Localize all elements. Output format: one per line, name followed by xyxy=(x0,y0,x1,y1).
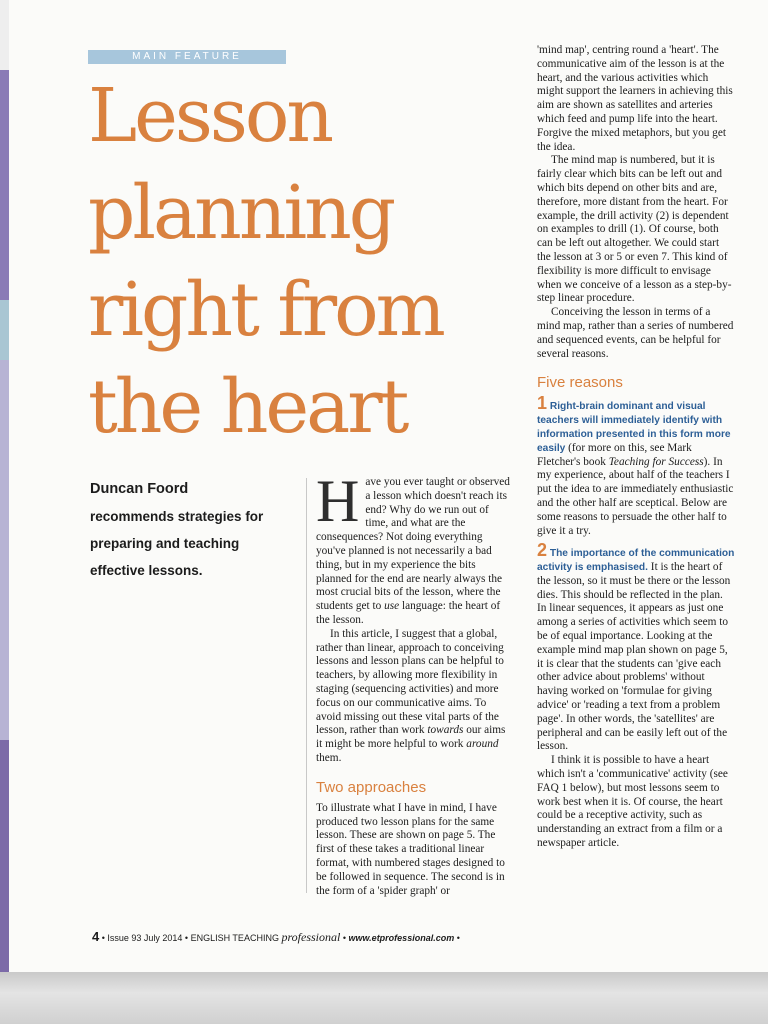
body-paragraph: Conceiving the lesson in terms of a mind map, rather than a series of numbered and sequenced events, can be helpful for several reasons. xyxy=(537,306,734,360)
headline xyxy=(88,68,528,456)
byline xyxy=(90,476,290,584)
author-name: Duncan Foord xyxy=(90,481,189,497)
column-2 xyxy=(537,44,735,851)
website-link[interactable]: www.etprofessional.com xyxy=(348,933,455,943)
column-divider xyxy=(306,478,307,893)
headline-line: Lesson xyxy=(88,73,332,159)
byline-text: preparing and teaching xyxy=(90,536,240,551)
byline-text: recommends strategies for xyxy=(90,509,264,524)
reason-1: 1 Right-brain dominant and visual teachers will immediately identify with information presented in this form more easily (for more on this, see Mark Fletcher's book Teaching for Success). In my experience, about half of the teachers I put the idea to are immediately enthusiastic and the other half are sceptical. Below are some reasons to persuade the other half to give it a try. xyxy=(537,393,734,537)
reason-heading: Right-brain dominant and visual teachers will immediately identify with information presented in this form more easily xyxy=(537,401,731,454)
drop-cap: H xyxy=(316,468,360,534)
reason-number: 2 xyxy=(537,540,548,561)
reason-heading: The importance of the communication activity is emphasised. xyxy=(537,548,735,574)
body-paragraph: The mind map is numbered, but it is fairly clear which bits can be left out and which bits depend on other bits and are, therefore, more distant from the heart. For example, the drill activity (2) is dependent on examples to drill (1). Of course, both can be left out altogether. We could start the lesson at 3 or 5 or even 7. This kind of flexibility is more difficult to envisage when we conceive of a lesson as a step-by-step linear procedure. xyxy=(537,154,732,305)
headline-line: right from xyxy=(88,267,443,353)
body-paragraph: 'mind map', centring round a 'heart'. The communicative aim of the lesson is at the heart, and the various activities which might support the learners in achieving this aim are shown as satellites and arteries which feed and pump life into the heart. Forgive the mixed metaphors, but you get the idea. xyxy=(537,44,733,153)
body-paragraph: I think it is possible to have a heart which isn't a 'communicative' activity (see FAQ 1 below), but most lessons seem to work best when it is. Of course, the heart could be a receptive activity, such as understanding an extract from a film or a newspaper article. xyxy=(537,754,728,850)
page-edge-shadow xyxy=(0,972,768,1024)
body-paragraph: In this article, I suggest that a global, rather than linear, approach to conceiving lessons and lesson plans can be helpful to teachers, by allowing more flexibility in staging (sequencing activities) and more focus on our communicative aims. To avoid missing out these vital parts of the lesson, rather than work towards our aims it might be more helpful to work around them. xyxy=(316,627,506,764)
page-number: 4 xyxy=(92,929,100,944)
intro-paragraph: Have you ever taught or observed a lesson which doesn't reach its end? Why do we run out of time, and what are the consequences? Not doing everything you've planned is not necessarily a bad thing, but in my experience the bits planned for the end are nearly always the most crucial bits of the lesson, where the students get to use language: the heart of the lesson. xyxy=(316,468,510,626)
page-footer: 4 • Issue 93 July 2014 • ENGLISH TEACHING professional • www.etprofessional.com • xyxy=(92,929,460,944)
headline-line: planning xyxy=(88,170,394,256)
section-tag: MAIN FEATURE xyxy=(88,50,286,64)
subhead-five-reasons: Five reasons xyxy=(537,374,623,392)
headline-line: the heart xyxy=(88,364,407,450)
reason-2: 2 The importance of the communication activity is emphasised. It is the heart of the lesson, so it must be there or the lesson dies. This should be reflected in the plan. In linear sequences, it appears as just one among a series of activities which seem to be of equal importance. Looking at the example mind map plan shown on page 5, it is clear that the students can 'give each other advice about problems' without having worked on 'formulae for giving advice' or 'reading a text from a problem page'. In other words, the 'satellites' are peripheral and can be easily left out of the lesson. xyxy=(537,540,735,753)
byline-text: effective lessons. xyxy=(90,563,203,578)
reason-number: 1 xyxy=(537,393,548,414)
column-1 xyxy=(316,468,514,898)
subhead-two-approaches: Two approaches xyxy=(316,778,427,796)
body-paragraph: To illustrate what I have in mind, I have produced two lesson plans for the same lesson. These are shown on page 5. The first of these takes a traditional linear format, with numbered stages designed to be followed in sequence. The second is in the form of a 'spider graph' or xyxy=(316,801,505,897)
binding-edge xyxy=(0,0,9,972)
